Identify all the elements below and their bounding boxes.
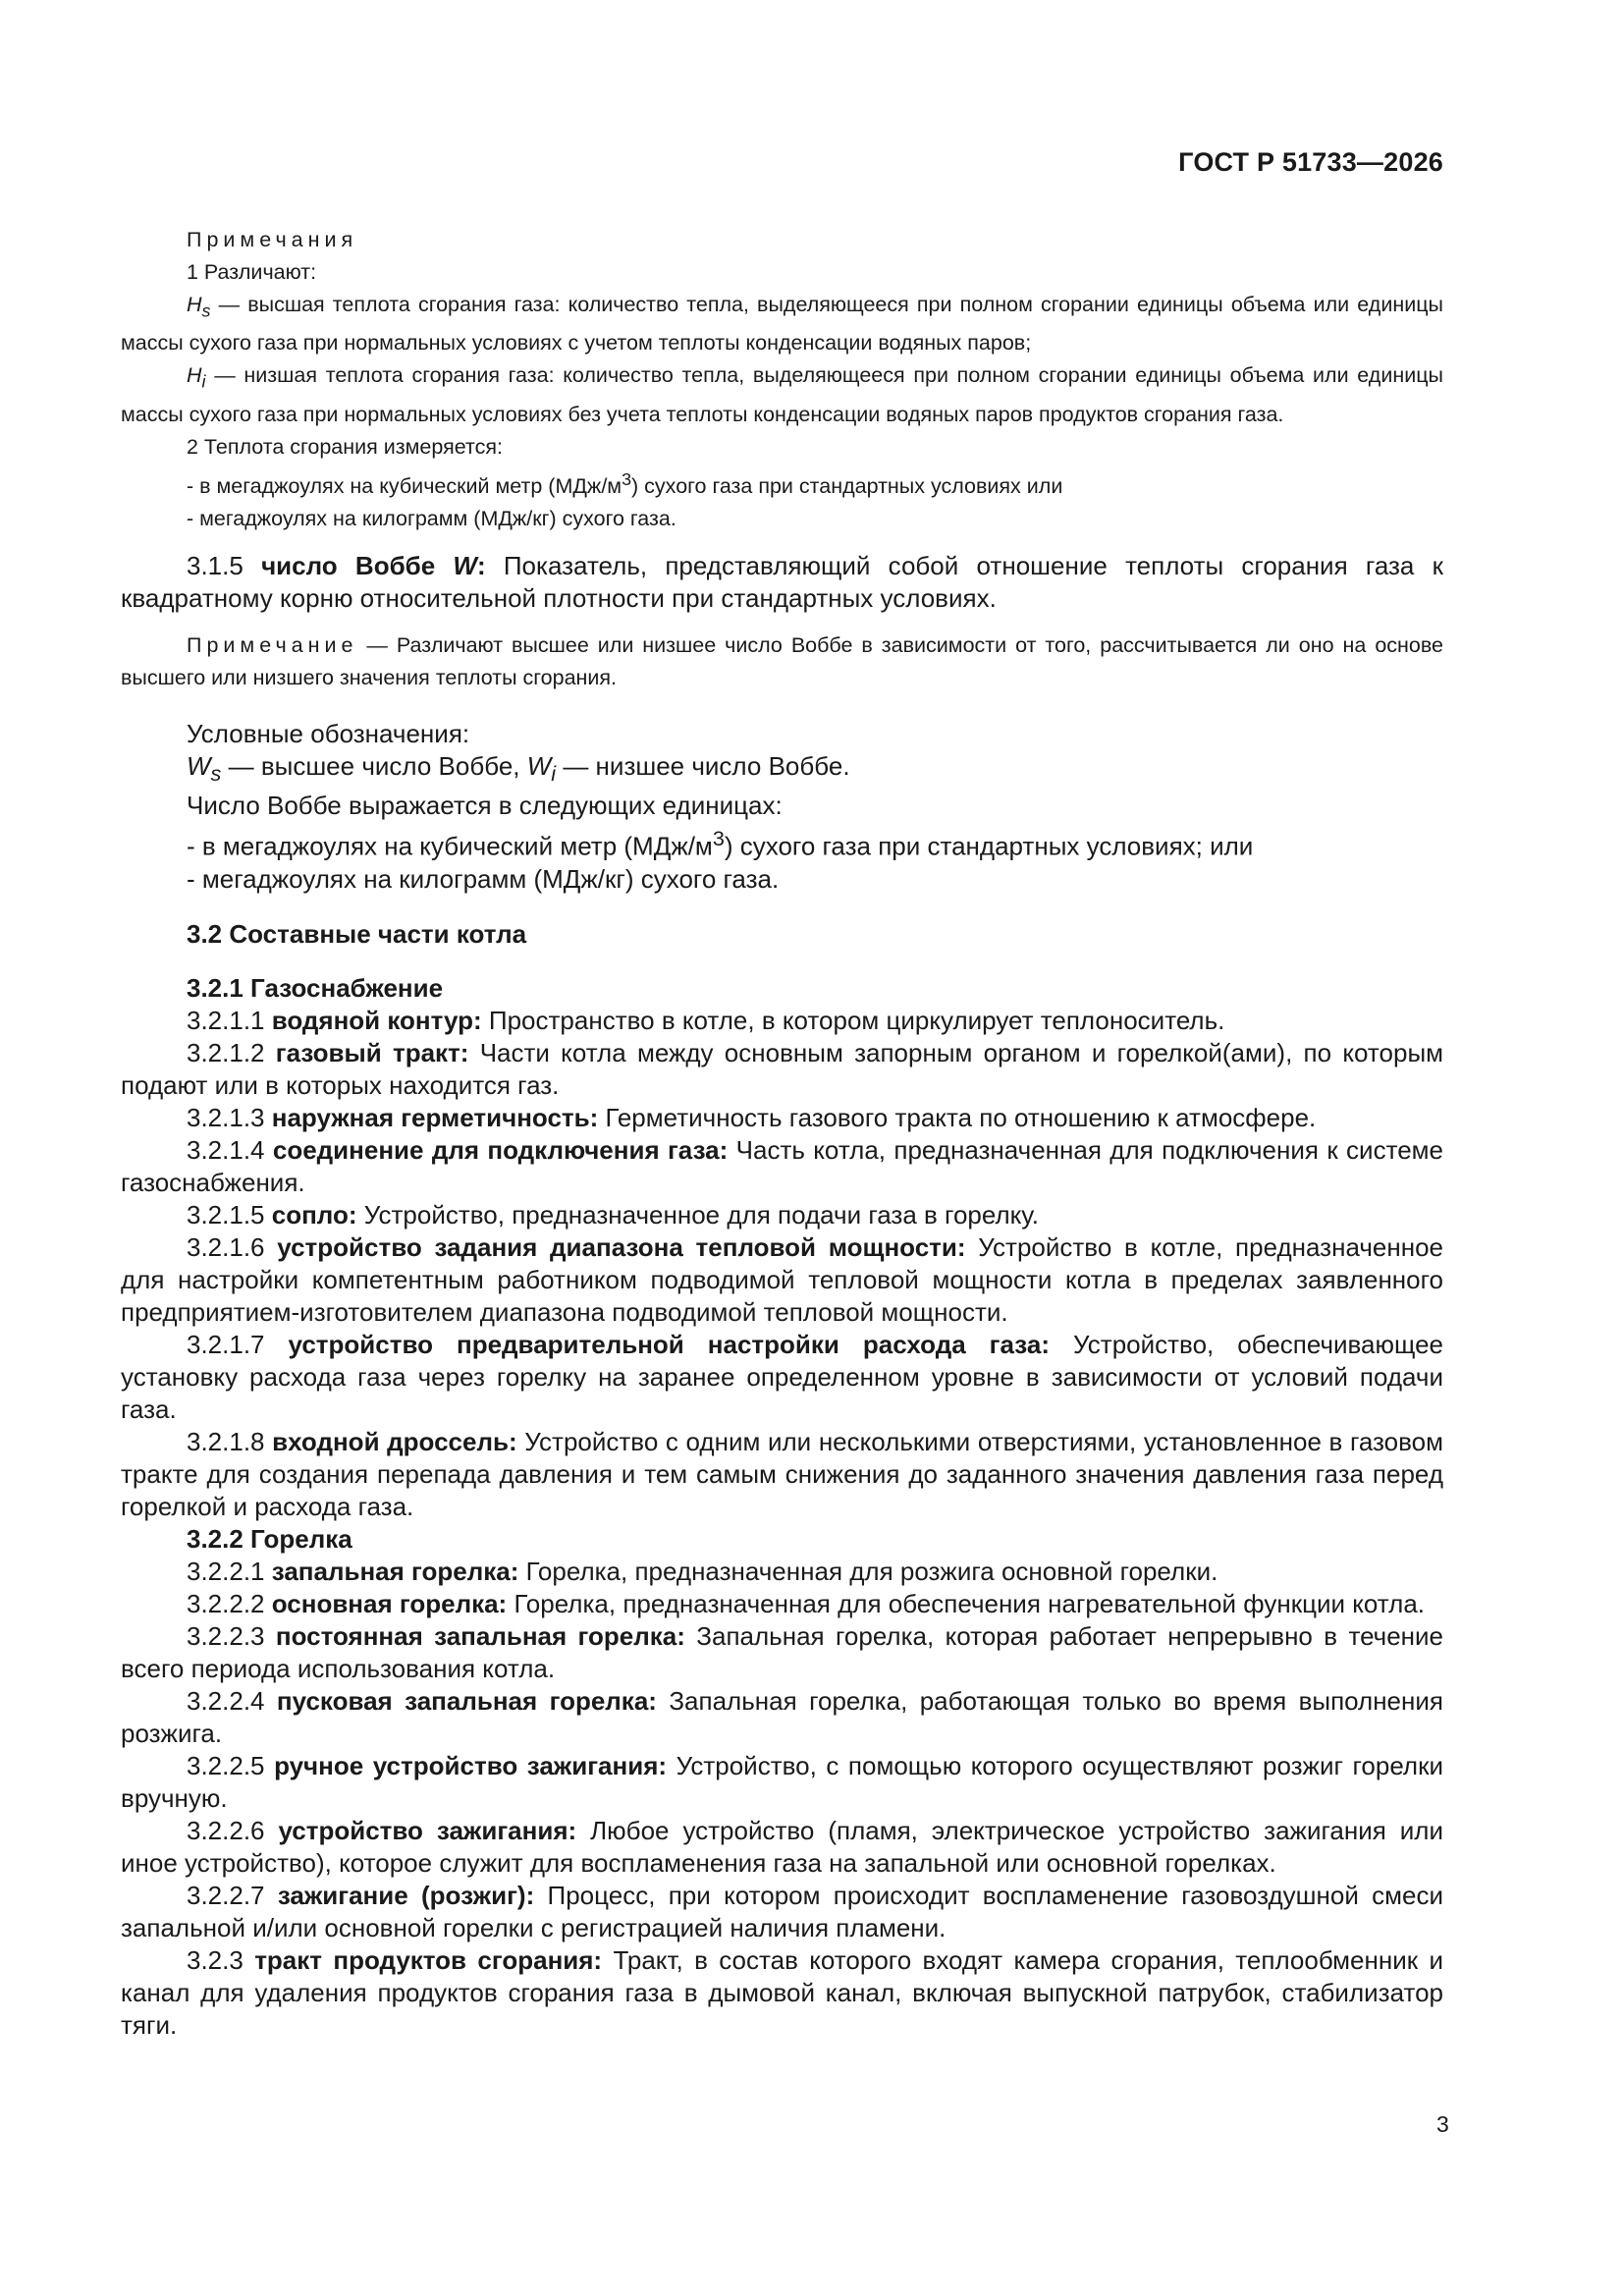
term-3-2-1-8: 3.2.1.8 входной дроссель: Устройство с одним или несколькими отверстиями, установленное в газовом тракте для создания перепада давления и тем самым снижения до заданного значения давления газа перед горелкой и расхода газа.	[121, 1426, 1443, 1521]
notes-block	[121, 224, 1443, 535]
note-list-item-2: - мегаджоулях на килограмм (МДж/кг) сухого газа.	[187, 506, 676, 530]
units-intro: Число Воббе выражается в следующих единицах:	[187, 790, 783, 820]
wobbe-symbols-block	[121, 718, 1443, 896]
term-3-2-1-2: 3.2.1.2 газовый тракт: Части котла между основным запорным органом и горелкой(ами), по которым подают или в которых находится газ.	[121, 1037, 1443, 1100]
term-3-2-2-2: 3.2.2.2 основная горелка: Горелка, предназначенная для обеспечения нагревательной функции котла.	[187, 1588, 1425, 1618]
section-3-2-2-title: 3.2.2 Горелка	[187, 1523, 352, 1554]
units-list-item-1: - в мегаджоулях на кубический метр $(МДж/м^3)$ сухого газа при стандартных условиях; или	[187, 825, 1254, 861]
notes-heading: Примечания	[187, 228, 358, 251]
term-3-2-1-6: 3.2.1.6 устройство задания диапазона тепловой мощности: Устройство в котле, предназначенное для настройки компетентным работником подводимой тепловой мощности котла в пределах заявленного предприятием-изготовителем диапазона подводимой тепловой мощности.	[121, 1231, 1443, 1327]
note-hi-definition: $H_i$ — низшая теплота сгорания газа: количество тепла, выделяющееся при полном сгорании единицы объема или единицы массы сухого газа при нормальных условиях без учета теплоты конденсации водяных паров продуктов сгорания газа.	[121, 363, 1443, 426]
term-3-2-1-5: 3.2.1.5 сопло: Устройство, предназначенное для подачи газа в горелку.	[187, 1199, 1039, 1230]
term-3-2-2-3: 3.2.2.3 постоянная запальная горелка: Запальная горелка, которая работает непрерывно в течение всего периода использования котла.	[121, 1620, 1444, 1683]
term-3-2-1-4: 3.2.1.4 соединение для подключения газа: Часть котла, предназначенная для подключения к системе газоснабжения.	[121, 1134, 1443, 1197]
term-3-1-5: 3.1.5 число Воббе W: Показатель, представляющий собой отношение теплоты сгорания газа к квадратному корню относительной плотности при стандартных условиях.	[121, 550, 1443, 613]
section-3-2-1-title: 3.2.1 Газоснабжение	[187, 972, 444, 1003]
term-3-2-1-3: 3.2.1.3 наружная герметичность: Герметичность газового тракта по отношению к атмосфере.	[187, 1102, 1317, 1132]
term-3-2-2-1: 3.2.2.1 запальная горелка: Горелка, предназначенная для розжига основной горелки.	[187, 1556, 1218, 1586]
term-3-2-2-7: 3.2.2.7 зажигание (розжиг): Процесс, при котором происходит воспламенение газовоздушной смеси запальной и/или основной горелки с регистрацией наличия пламени.	[121, 1880, 1444, 1942]
hs-symbol: $H_s$	[187, 293, 211, 321]
symbols-title: Условные обозначения:	[187, 718, 470, 748]
term-3-2-1-1: 3.2.1.1 водяной контур: Пространство в котле, в котором циркулирует теплоноситель.	[187, 1005, 1225, 1035]
units-list-item-2: - мегаджоулях на килограмм (МДж/кг) сухого газа.	[187, 863, 780, 894]
term-3-2-1-7: 3.2.1.7 устройство предварительной настройки расхода газа: Устройство, обеспечивающее установку расхода газа через горелку на заранее определенном уровне в зависимости от условий подачи газа.	[121, 1329, 1444, 1424]
page-number: 3	[1436, 2111, 1449, 2137]
section-3-2-2-terms	[121, 1556, 1443, 1944]
section-3-2-title: 3.2 Составные части котла	[187, 918, 527, 949]
page-body	[121, 224, 1443, 2042]
document-code: ГОСТ Р 51733—2026	[1178, 147, 1443, 177]
wobbe-note: Примечание — Различают высшее или низшее число Воббе в зависимости от того, рассчитывается ли оно на основе высшего или низшего значения теплоты сгорания.	[121, 632, 1443, 689]
term-3-2-2-5: 3.2.2.5 ручное устройство зажигания: Устройство, с помощью которого осуществляют розжиг горелки вручную.	[121, 1750, 1444, 1813]
note-list-item-1: - в мегаджоулях на кубический метр $(МДж/м^3)$ сухого газа при стандартных условиях или	[187, 468, 1063, 498]
note-hs-definition: $H_s$ — высшая теплота сгорания газа: количество тепла, выделяющееся при полном сгорании единицы объема или единицы массы сухого газа при нормальных условиях с учетом теплоты конденсации водяных паров;	[121, 293, 1443, 355]
hi-symbol: $H_i$	[187, 363, 206, 392]
note-item-2-intro: 2 Теплота сгорания измеряется:	[187, 434, 503, 459]
term-3-2-3: 3.2.3 тракт продуктов сгорания: Тракт, в состав которого входят камера сгорания, теплообменник и канал для удаления продуктов сгорания газа в дымовой канал, включая выпускной патрубок, стабилизатор тяги.	[121, 1944, 1443, 2040]
wobbe-symbols-line: $W_s$ — высшее число Воббе, $W_i$ — низшее число Воббе.	[187, 750, 850, 786]
section-3-2-1-terms	[121, 1005, 1443, 1523]
term-3-2-2-6: 3.2.2.6 устройство зажигания: Любое устройство (пламя, электрическое устройство зажигания или иное устройство), которое служит для воспламенения газа на запальной или основной горелках.	[121, 1815, 1443, 1878]
note-item-1-intro: 1 Различают:	[187, 260, 317, 284]
term-3-2-2-4: 3.2.2.4 пусковая запальная горелка: Запальная горелка, работающая только во время выполнения розжига.	[121, 1685, 1443, 1748]
